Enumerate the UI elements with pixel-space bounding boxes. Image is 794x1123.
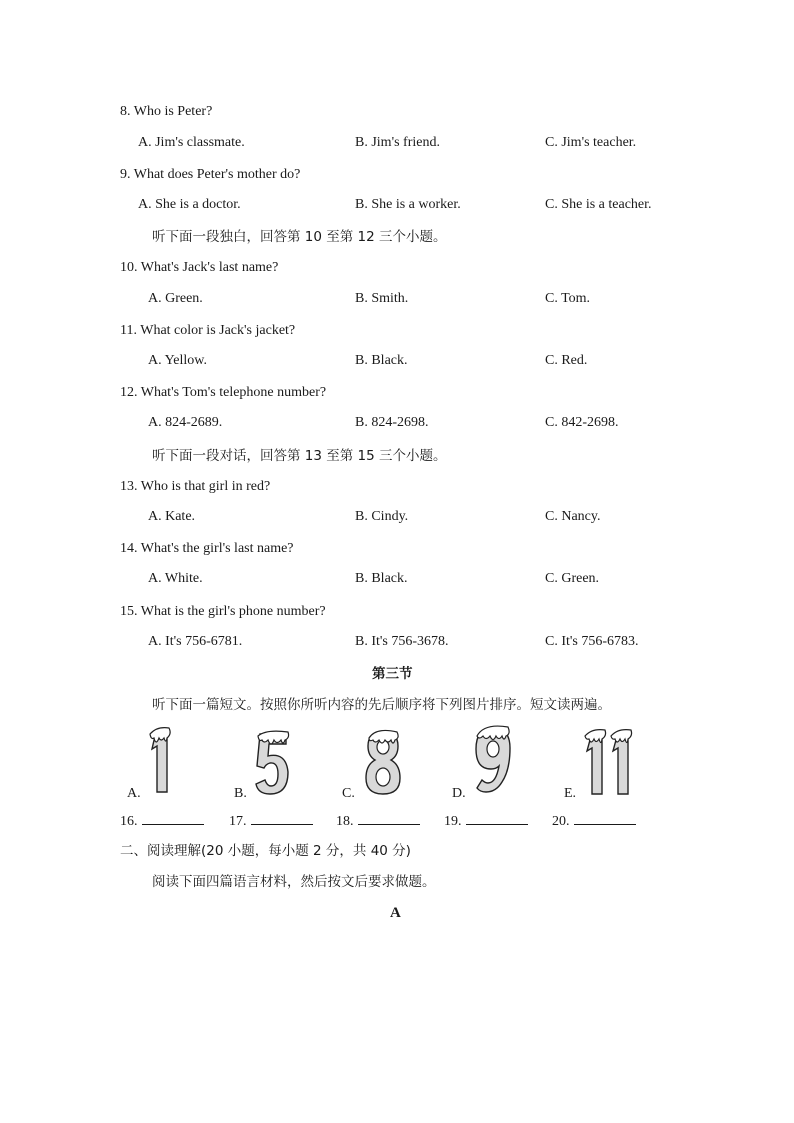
blank-number: 18. [336,814,354,829]
question-14-option-a: A. White. [148,571,203,586]
number-11-picture [584,726,640,798]
question-13-stem: 13. Who is that girl in red? [120,479,271,494]
question-13-option-b: B. Cindy. [355,509,409,524]
blank-line[interactable] [358,812,420,825]
number-5-picture [252,728,292,798]
question-8-option-a: A. Jim's classmate. [138,135,245,150]
question-11-option-b: B. Black. [355,353,408,368]
passage-a-label: A [390,905,401,921]
blank-number: 17. [229,814,247,829]
blank-line[interactable] [574,812,636,825]
section-3-instruction: 听下面一篇短文。按照你所听内容的先后顺序将下列图片排序。短文读两遍。 [152,697,611,713]
question-15-option-b: B. It's 756-3678. [355,634,449,649]
question-12-stem: 12. What's Tom's telephone number? [120,385,327,400]
question-12-option-c: C. 842-2698. [545,415,619,430]
question-11-option-c: C. Red. [545,353,588,368]
answer-blank-18[interactable] [336,812,420,830]
question-14-stem: 14. What's the girl's last name? [120,541,294,556]
number-9-picture [474,722,512,796]
question-13-option-a: A. Kate. [148,509,196,524]
picture-a-label: A. [127,786,141,801]
question-8-option-c: C. Jim's teacher. [545,135,637,150]
question-9-stem: 9. What does Peter's mother do? [120,167,301,182]
question-15-option-c: C. It's 756-6783. [545,634,639,649]
question-11-stem: 11. What color is Jack's jacket? [120,323,296,338]
blank-number: 20. [552,814,570,829]
part-2-heading: 二、阅读理解(20 小题，每小题 2 分，共 40 分) [120,843,411,859]
question-12-option-a: A. 824-2689. [148,415,223,430]
answer-blank-19[interactable] [444,812,528,830]
number-1-picture [145,724,179,798]
part-2-instruction: 阅读下面四篇语言材料，然后按文后要求做题。 [152,874,436,890]
answer-blank-20[interactable] [552,812,636,830]
question-13-option-c: C. Nancy. [545,509,601,524]
question-8-stem: 8. Who is Peter? [120,104,213,119]
blank-line[interactable] [466,812,528,825]
question-15-option-a: A. It's 756-6781. [148,634,243,649]
question-10-option-c: C. Tom. [545,291,591,306]
answer-blank-16[interactable] [120,812,204,830]
dialogue-instruction: 听下面一段对话，回答第 13 至第 15 三个小题。 [152,448,447,464]
blank-number: 16. [120,814,138,829]
question-14-option-b: B. Black. [355,571,408,586]
blank-line[interactable] [142,812,204,825]
question-15-stem: 15. What is the girl's phone number? [120,604,326,619]
blank-line[interactable] [251,812,313,825]
number-8-picture [364,726,402,798]
question-9-option-c: C. She is a teacher. [545,197,652,212]
question-9-option-b: B. She is a worker. [355,197,461,212]
section-3-title: 第三节 [372,666,413,682]
picture-d-label: D. [452,786,466,801]
blank-number: 19. [444,814,462,829]
question-14-option-c: C. Green. [545,571,600,586]
picture-b-label: B. [234,786,247,801]
question-10-stem: 10. What's Jack's last name? [120,260,279,275]
monologue-instruction: 听下面一段独白，回答第 10 至第 12 三个小题。 [152,229,447,245]
question-11-option-a: A. Yellow. [148,353,207,368]
question-12-option-b: B. 824-2698. [355,415,429,430]
question-8-option-b: B. Jim's friend. [355,135,440,150]
question-9-option-a: A. She is a doctor. [138,197,241,212]
question-10-option-a: A. Green. [148,291,203,306]
question-10-option-b: B. Smith. [355,291,409,306]
picture-c-label: C. [342,786,355,801]
picture-e-label: E. [564,786,577,801]
answer-blank-17[interactable] [229,812,313,830]
